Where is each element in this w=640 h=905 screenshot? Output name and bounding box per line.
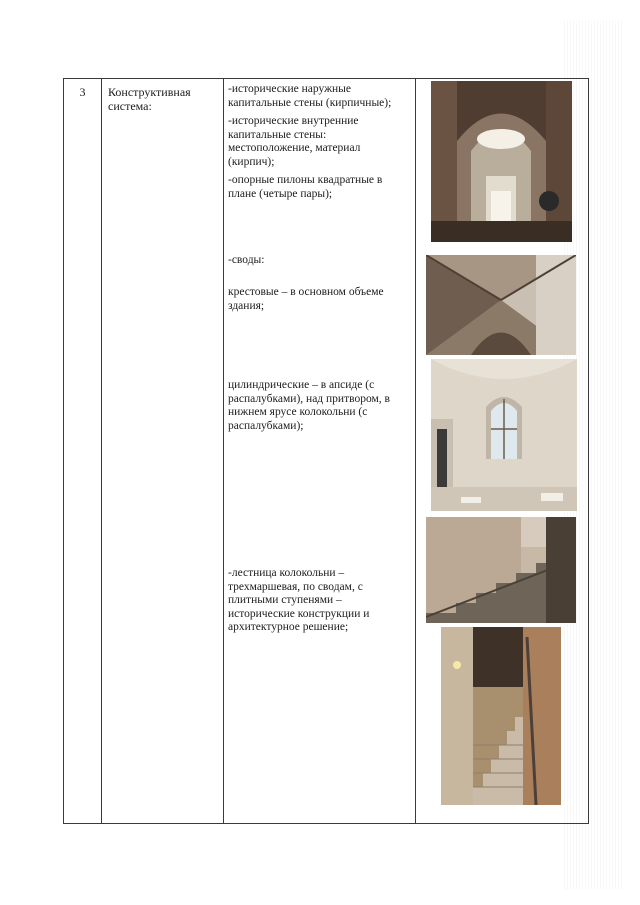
desc-vaults: -своды: <box>228 254 265 266</box>
photo-bell-tower-stair <box>441 627 561 805</box>
photo-interior-nave <box>431 81 572 242</box>
desc-walls-inner: -исторические внутренние капитальные стены: местоположение, материал (кирпич); <box>228 115 361 168</box>
row-label-line2: система: <box>108 99 152 113</box>
desc-walls-outer: -исторические наружные капитальные стены (кирпичные); <box>228 83 392 109</box>
desc-pylons: -опорные пилоны квадратные в плане (четыре пары); <box>228 174 383 200</box>
table-row <box>64 79 589 824</box>
desc-vaults-cross: крестовые – в основном объеме здания; <box>228 286 384 312</box>
row-number: 3 <box>64 79 102 824</box>
photos-cell <box>416 79 589 824</box>
description-cell <box>224 79 416 824</box>
photo-cross-vault <box>426 255 576 355</box>
row-label <box>102 79 224 824</box>
photo-stair-flight <box>426 517 576 623</box>
desc-stair: -лестница колокольни – трехмаршевая, по сводам, с плитными ступенями – исторические конструкции и архитектурное решение; <box>228 567 370 634</box>
desc-vaults-cylindrical: цилиндрические – в апсиде (с распалубками), над притвором, в нижнем ярусе колокольни (с распалубками); <box>228 379 390 432</box>
row-label-line1: Конструктивная <box>108 85 191 99</box>
photo-apse-window <box>431 359 577 511</box>
construction-table <box>63 78 589 824</box>
